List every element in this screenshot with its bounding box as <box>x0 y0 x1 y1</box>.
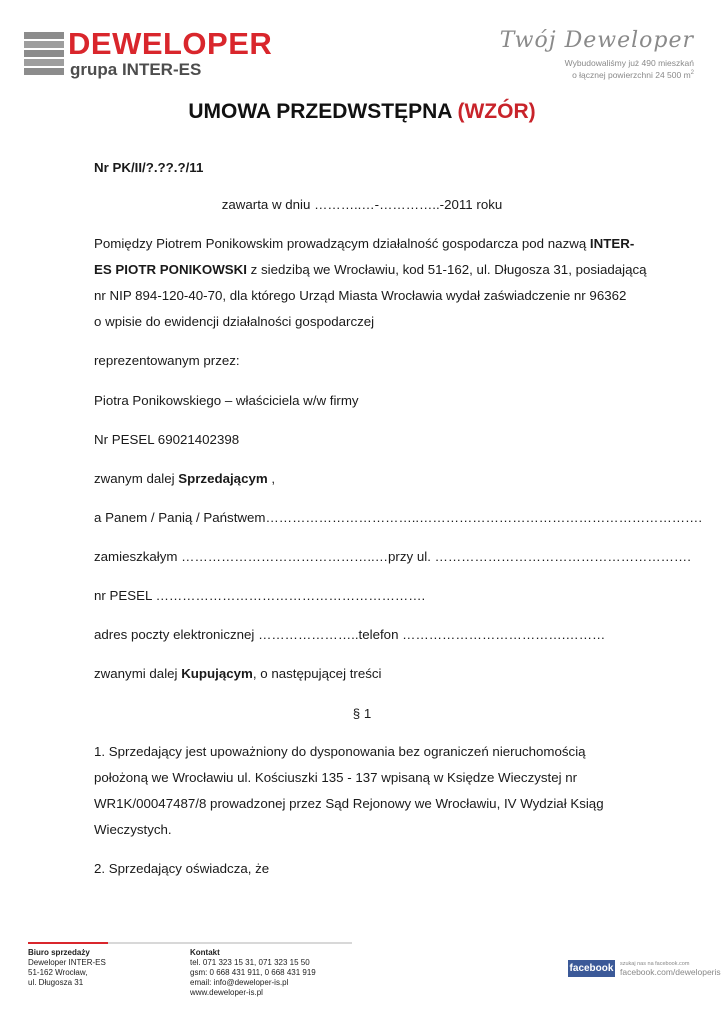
sales-office-line: ul. Długosza 31 <box>28 978 84 987</box>
contract-number-text: Nr PK/II/?.??.?/11 <box>94 160 204 175</box>
logo-subtitle: grupa INTER-ES <box>70 60 202 79</box>
seller-designation <box>94 470 654 488</box>
contact-gsm: gsm: 0 668 431 911, 0 668 431 919 <box>190 968 316 977</box>
representative: Piotra Ponikowskiego – właściciela w/w firmy <box>94 393 359 408</box>
slogan-line-1: Wybudowaliśmy już 490 mieszkań <box>564 58 694 68</box>
text-span: , <box>267 471 276 486</box>
paragraph-line <box>94 235 654 253</box>
facebook-caption: szukaj nas na facebook.com <box>620 961 690 967</box>
bold-span: Sprzedającym <box>178 471 268 486</box>
paragraph-line: o wpisie do ewidencji działalności gospodarczej <box>94 314 375 329</box>
slogan: Twój Deweloper <box>499 28 694 53</box>
buyer-contact-field: adres poczty elektronicznej …………………..telefon ……………………………….……… <box>94 627 606 642</box>
clause-line: Wieczystych. <box>94 822 172 837</box>
buyer-name-field: a Panem / Panią / Państwem……………………………..………………………………………………………. <box>94 510 703 525</box>
clause-line: 2. Sprzedający oświadcza, że <box>94 861 270 876</box>
text-span: , o następującej treści <box>252 666 382 681</box>
sales-office-heading: Biuro sprzedaży <box>28 948 90 957</box>
bold-span: Kupującym <box>181 666 253 681</box>
contract-number <box>94 159 654 177</box>
buyer-designation <box>94 665 654 683</box>
logo-word: DEWELOPER <box>68 26 273 61</box>
slogan-superscript: 2 <box>690 70 694 77</box>
document-title <box>0 100 724 124</box>
clause-line: położoną we Wrocławiu ul. Kościuszki 135 - 137 wpisaną w Księdze Wieczystej nr <box>94 770 578 785</box>
contact-phone: tel. 071 323 15 31, 071 323 15 50 <box>190 958 310 967</box>
contact-heading: Kontakt <box>190 948 220 957</box>
sales-office-block <box>28 948 106 988</box>
represented-by: reprezentowanym przez: <box>94 353 240 368</box>
contract-date: zawarta w dniu ………..…-…………..-2011 roku <box>221 197 503 212</box>
footer-divider <box>28 942 352 944</box>
paragraph-line <box>94 261 654 279</box>
clause-line: 1. Sprzedający jest upoważniony do dysponowania bez ograniczeń nieruchomością <box>94 744 586 759</box>
title-main: UMOWA PRZEDWSTĘPNA <box>188 100 452 123</box>
sales-office-line: Deweloper INTER-ES <box>28 958 106 967</box>
facebook-icon[interactable]: facebook <box>568 960 615 977</box>
text-span: Pomiędzy Piotrem Ponikowskim prowadzącym działalność gospodarcza pod nazwą <box>94 236 590 251</box>
contact-email: email: info@deweloper-is.pl <box>190 978 289 987</box>
sales-office-line: 51-162 Wrocław, <box>28 968 88 977</box>
bold-span: INTER- <box>589 236 635 251</box>
title-accent: (WZÓR) <box>457 100 536 123</box>
clause-line: WR1K/00047487/8 prowadzonej przez Sąd Rejonowy we Wrocławiu, IV Wydział Ksiąg <box>94 796 604 811</box>
seller-pesel: Nr PESEL 69021402398 <box>94 432 240 447</box>
text-span: zwanymi dalej <box>94 666 182 681</box>
contact-block <box>190 948 316 998</box>
text-span: zwanym dalej <box>94 471 179 486</box>
logo-building-icon <box>24 32 64 76</box>
logo <box>24 26 284 90</box>
contact-website: www.deweloper-is.pl <box>190 988 263 997</box>
facebook-link[interactable]: facebook.com/deweloperis <box>620 967 721 977</box>
slogan-line-2 <box>572 70 694 80</box>
paragraph-line: nr NIP 894-120-40-70, dla którego Urząd Miasta Wrocławia wydał zaświadczenie nr 96362 <box>94 288 627 303</box>
section-heading: § 1 <box>352 706 372 721</box>
bold-span: ES PIOTR PONIKOWSKI <box>94 262 247 277</box>
buyer-address-field: zamieszkałym ……………………………………..…przy ul. …………………………………………………. <box>94 549 691 564</box>
slogan-line-2-text: o łącznej powierzchni 24 500 m <box>572 70 691 80</box>
text-span: z siedzibą we Wrocławiu, kod 51-162, ul. Długosza 31, posiadającą <box>246 262 647 277</box>
buyer-pesel-field: nr PESEL ……………………………………………………. <box>94 588 426 603</box>
